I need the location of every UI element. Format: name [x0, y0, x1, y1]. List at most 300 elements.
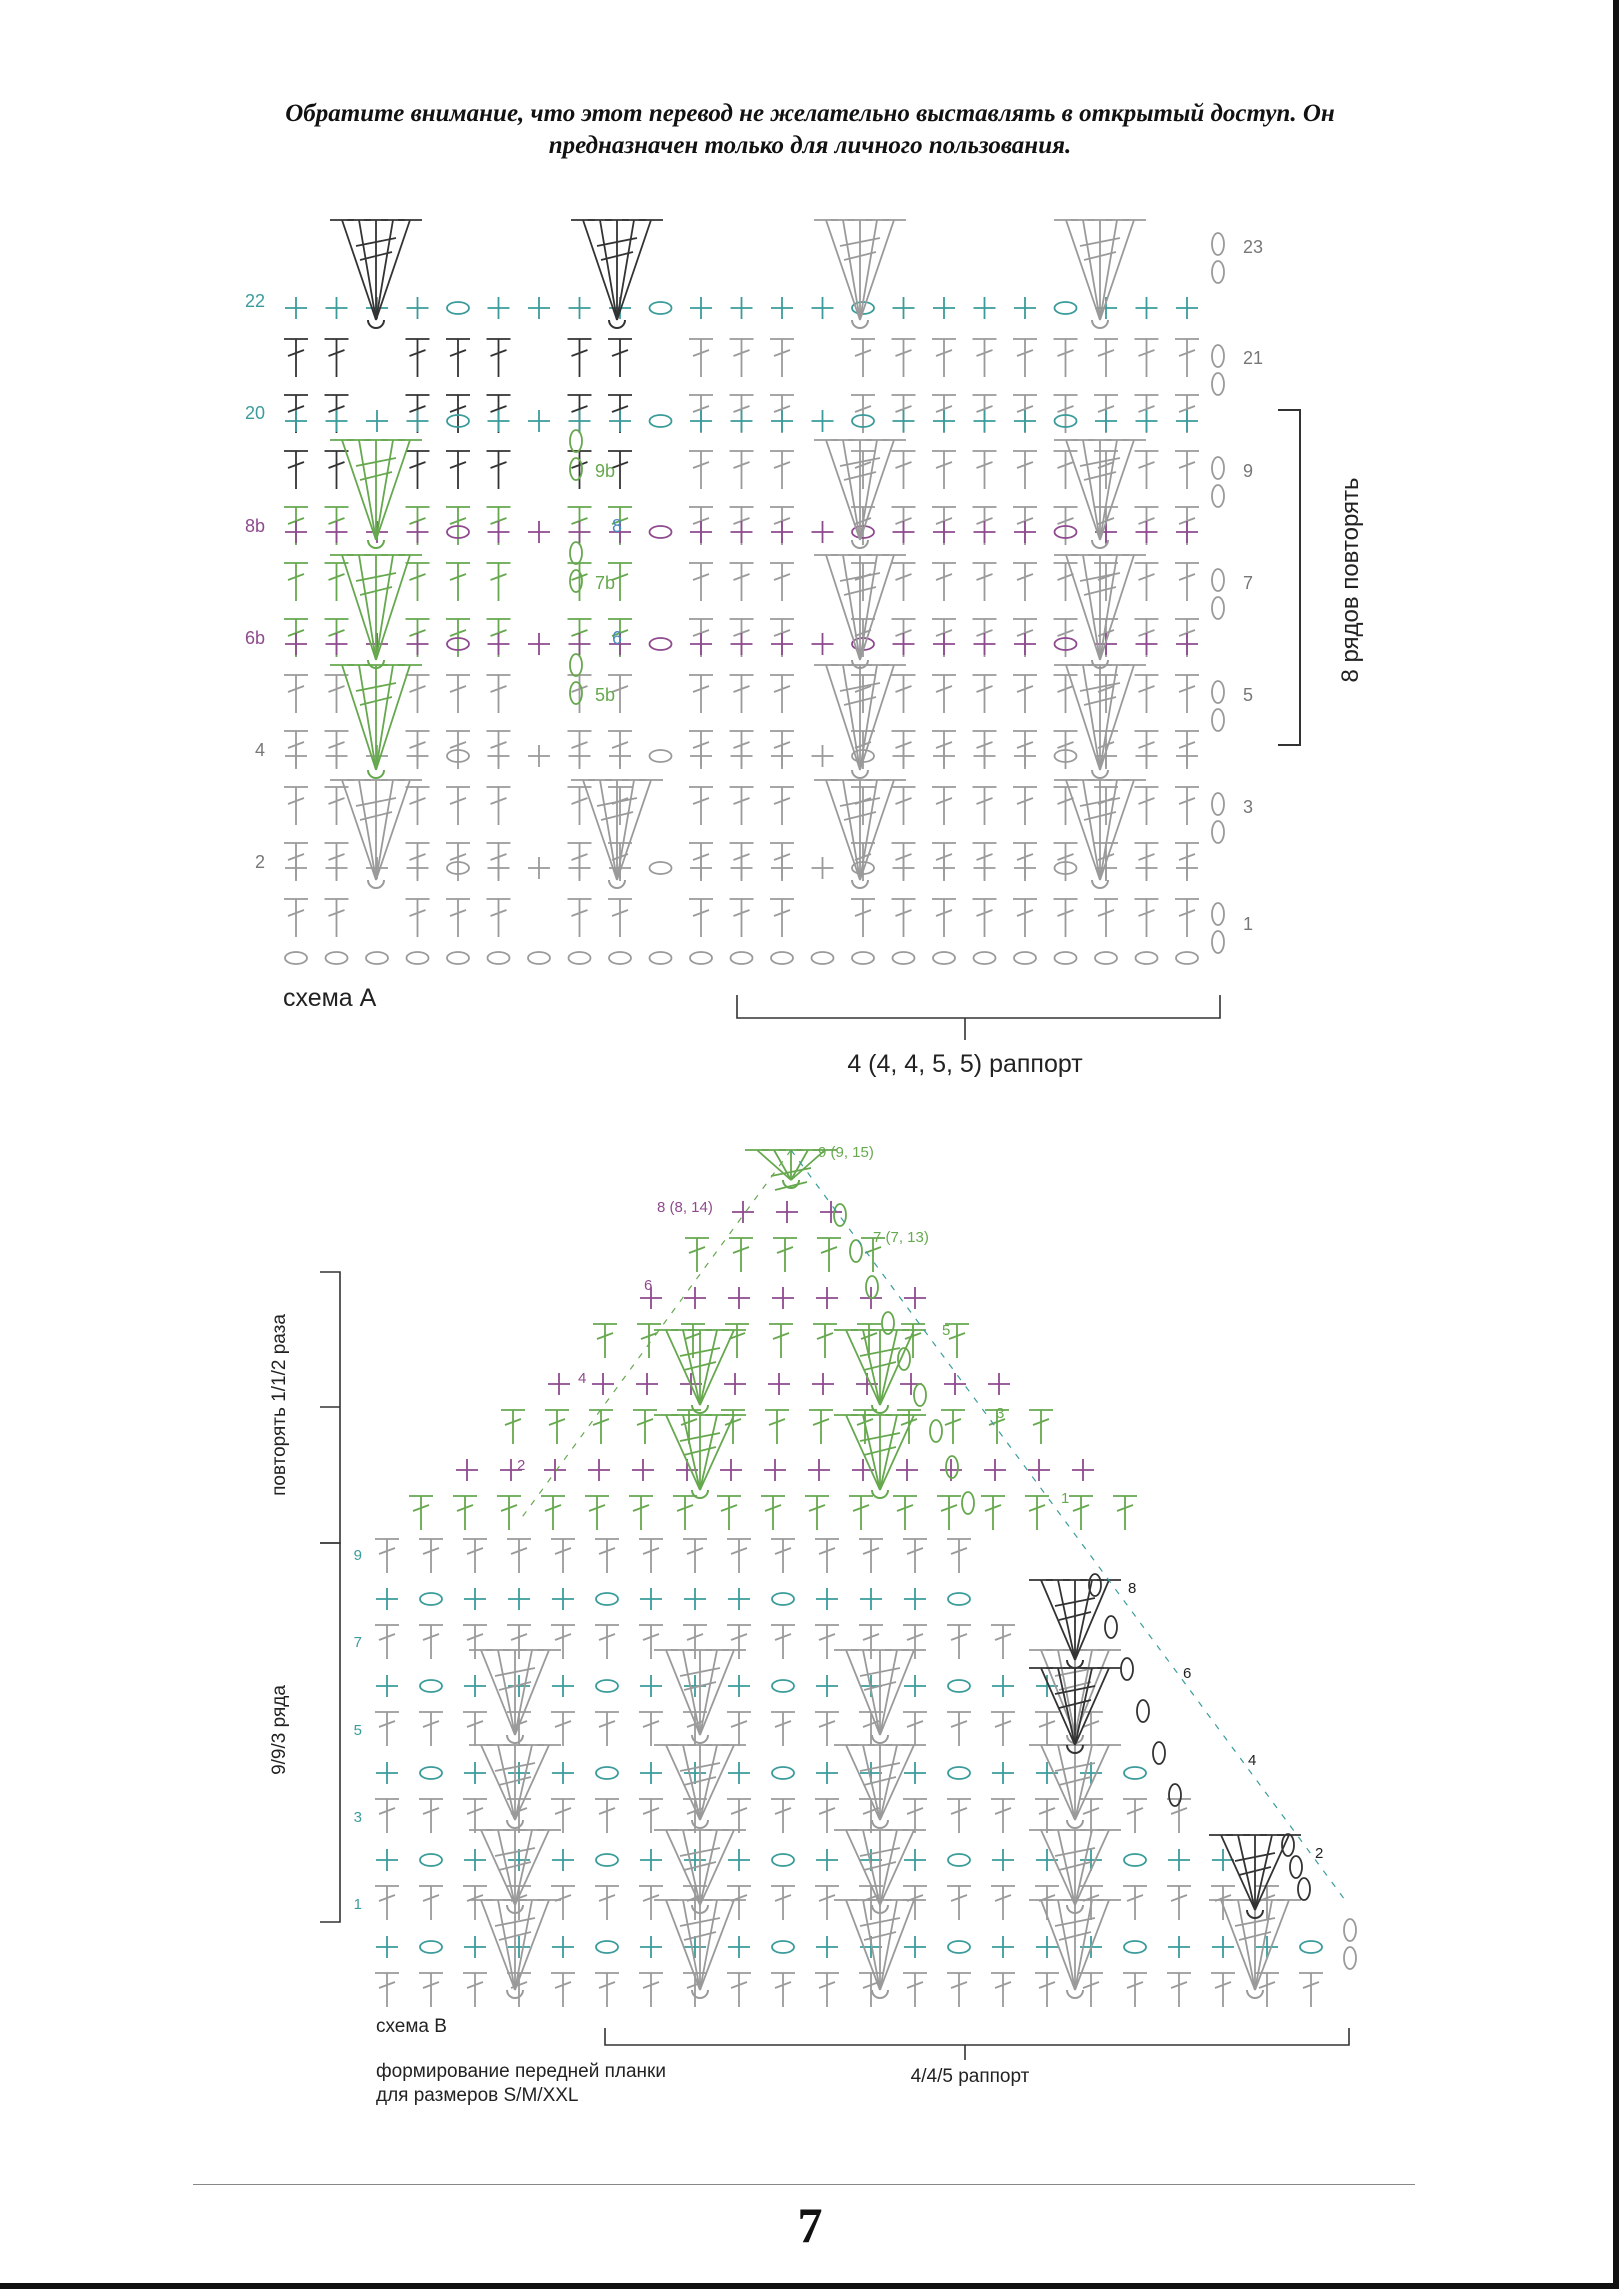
single-crochet-symbol	[1212, 1849, 1234, 1871]
single-crochet-symbol	[1168, 1849, 1190, 1871]
single-crochet-symbol	[285, 410, 307, 432]
double-crochet-symbol	[689, 451, 713, 489]
double-crochet-symbol	[406, 899, 430, 937]
double-crochet-symbol	[1025, 1496, 1049, 1530]
single-crochet-symbol	[816, 1936, 838, 1958]
double-crochet-symbol	[551, 1799, 575, 1833]
double-crochet-symbol	[991, 1625, 1015, 1659]
chain-symbol	[772, 1680, 794, 1692]
chart-b-repeat-label: повторять 1/1/2 раза	[269, 1314, 290, 1496]
single-crochet-symbol	[464, 1849, 486, 1871]
double-crochet-symbol	[1135, 899, 1159, 937]
shell-stitch-symbol	[1067, 1990, 1083, 1998]
chain-symbol	[650, 862, 672, 874]
chain-symbol	[1095, 952, 1117, 964]
chain-symbol	[1212, 457, 1224, 479]
double-crochet-symbol	[551, 1539, 575, 1573]
shell-stitch-symbol	[1054, 780, 1100, 880]
chain-symbol	[650, 952, 672, 964]
double-crochet-symbol	[419, 1539, 443, 1573]
chain-symbol	[570, 542, 582, 564]
b-row-label-9: 9	[353, 1547, 362, 1564]
shell-stitch-symbol	[507, 1990, 523, 1998]
double-crochet-symbol	[639, 1539, 663, 1573]
double-crochet-symbol	[1211, 1973, 1235, 2007]
chain-symbol	[1212, 681, 1224, 703]
single-crochet-symbol	[528, 410, 550, 432]
double-crochet-symbol	[1029, 1410, 1053, 1444]
chain-symbol	[690, 952, 712, 964]
shell-stitch-symbol	[880, 1330, 926, 1405]
shell-stitch-symbol	[834, 1650, 880, 1735]
double-crochet-symbol	[608, 787, 632, 825]
chain-symbol	[930, 1420, 942, 1442]
shell-stitch-symbol	[852, 540, 868, 548]
single-crochet-symbol	[992, 1675, 1014, 1697]
single-crochet-symbol	[992, 1936, 1014, 1958]
shell-stitch-symbol	[852, 880, 868, 888]
double-crochet-symbol	[541, 1496, 565, 1530]
double-crochet-symbol	[730, 787, 754, 825]
shell-stitch-symbol	[1029, 1580, 1075, 1660]
double-crochet-symbol	[463, 1712, 487, 1746]
single-crochet-symbol	[728, 1762, 750, 1784]
double-crochet-symbol	[771, 1712, 795, 1746]
edge-label-4: 4	[1248, 1752, 1257, 1769]
double-crochet-symbol	[1094, 339, 1118, 377]
chain-symbol	[447, 952, 469, 964]
single-crochet-symbol	[456, 1459, 478, 1481]
double-crochet-symbol	[947, 1886, 971, 1920]
double-crochet-symbol	[903, 1799, 927, 1833]
single-crochet-symbol	[407, 410, 429, 432]
chain-symbol	[772, 1941, 794, 1953]
shell-stitch-symbol	[692, 1405, 708, 1413]
chain-symbol	[609, 952, 631, 964]
double-crochet-symbol	[463, 1886, 487, 1920]
shell-stitch-symbol	[368, 540, 384, 548]
double-crochet-symbol	[639, 1973, 663, 2007]
double-crochet-symbol	[633, 1410, 657, 1444]
shell-stitch-symbol	[1092, 770, 1108, 778]
double-crochet-symbol	[608, 339, 632, 377]
shell-stitch-symbol	[860, 780, 906, 880]
row-label-20: 20	[244, 403, 265, 423]
double-crochet-symbol	[419, 1799, 443, 1833]
double-crochet-symbol	[1175, 451, 1199, 489]
single-crochet-symbol	[326, 410, 348, 432]
chain-symbol	[650, 750, 672, 762]
double-crochet-symbol	[1013, 675, 1037, 713]
double-crochet-symbol	[892, 451, 916, 489]
double-crochet-symbol	[585, 1496, 609, 1530]
double-crochet-symbol	[406, 563, 430, 601]
double-crochet-symbol	[761, 1496, 785, 1530]
double-crochet-symbol	[947, 1712, 971, 1746]
double-crochet-symbol	[730, 563, 754, 601]
double-crochet-symbol	[284, 563, 308, 601]
double-crochet-symbol	[1123, 1799, 1147, 1833]
chain-symbol	[1212, 373, 1224, 395]
chain-symbol	[1212, 903, 1224, 925]
double-crochet-symbol	[727, 1539, 751, 1573]
double-crochet-symbol	[973, 451, 997, 489]
chain-symbol	[1121, 1658, 1133, 1680]
double-crochet-symbol	[771, 1799, 795, 1833]
row-label-22: 22	[244, 291, 265, 311]
single-crochet-symbol	[732, 1201, 754, 1223]
single-crochet-symbol	[812, 857, 834, 879]
single-crochet-symbol	[640, 1762, 662, 1784]
double-crochet-symbol	[551, 1712, 575, 1746]
double-crochet-symbol	[446, 339, 470, 377]
chain-symbol	[366, 952, 388, 964]
chain-symbol	[420, 1593, 442, 1605]
shell-stitch-symbol	[1029, 1900, 1075, 1990]
row-label-1: 1	[1243, 914, 1254, 934]
single-crochet-symbol	[464, 1588, 486, 1610]
double-crochet-symbol	[893, 1496, 917, 1530]
single-crochet-symbol	[768, 1373, 790, 1395]
chain-symbol	[948, 1593, 970, 1605]
single-crochet-symbol	[528, 521, 550, 543]
double-crochet-symbol	[851, 787, 875, 825]
shell-stitch-symbol	[860, 665, 906, 770]
single-crochet-symbol	[376, 1936, 398, 1958]
single-crochet-symbol	[933, 297, 955, 319]
shell-stitch-symbol	[700, 1415, 746, 1490]
shell-stitch-symbol	[880, 1830, 926, 1905]
double-crochet-symbol	[769, 1324, 793, 1358]
single-crochet-symbol	[812, 521, 834, 543]
double-crochet-symbol	[973, 563, 997, 601]
single-crochet-symbol	[569, 297, 591, 319]
double-crochet-symbol	[284, 787, 308, 825]
double-crochet-symbol	[639, 1799, 663, 1833]
double-crochet-symbol	[770, 563, 794, 601]
single-crochet-symbol	[812, 410, 834, 432]
double-crochet-symbol	[730, 451, 754, 489]
notice-line-1: Обратите внимание, что этот перевод не желательно выставлять в открытый доступ. Он	[285, 100, 1335, 127]
double-crochet-symbol	[981, 1496, 1005, 1530]
chain-symbol	[528, 952, 550, 964]
single-crochet-symbol	[1136, 297, 1158, 319]
double-crochet-symbol	[551, 1625, 575, 1659]
double-crochet-symbol	[595, 1886, 619, 1920]
peak-label-3: 3	[996, 1405, 1005, 1422]
single-crochet-symbol	[992, 1849, 1014, 1871]
double-crochet-symbol	[284, 451, 308, 489]
single-crochet-symbol	[407, 297, 429, 319]
chain-symbol	[772, 1593, 794, 1605]
row-label-8b: 8b	[244, 516, 265, 536]
chain-symbol	[596, 1680, 618, 1692]
double-crochet-symbol	[1135, 563, 1159, 601]
double-crochet-symbol	[406, 339, 430, 377]
double-crochet-symbol	[1123, 1973, 1147, 2007]
double-crochet-symbol	[932, 563, 956, 601]
double-crochet-symbol	[1135, 339, 1159, 377]
single-crochet-symbol	[816, 1762, 838, 1784]
double-crochet-symbol	[1054, 899, 1078, 937]
row-label-9: 9	[1243, 461, 1254, 481]
double-crochet-symbol	[1069, 1496, 1093, 1530]
chain-symbol	[596, 1941, 618, 1953]
footer-divider	[193, 2184, 1415, 2185]
double-crochet-symbol	[771, 1625, 795, 1659]
shell-stitch-symbol	[872, 1820, 888, 1828]
chain-symbol	[1153, 1742, 1165, 1764]
shell-stitch-symbol	[376, 780, 422, 880]
page-number: 7	[797, 2197, 823, 2253]
single-crochet-symbol	[728, 1588, 750, 1610]
single-crochet-symbol	[528, 745, 550, 767]
chart-b-edge-labels	[1128, 1580, 1323, 1862]
double-crochet-symbol	[689, 787, 713, 825]
single-crochet-symbol	[728, 1849, 750, 1871]
chart-b-left-row-labels	[354, 1547, 362, 1913]
double-crochet-symbol	[1054, 675, 1078, 713]
single-crochet-symbol	[552, 1588, 574, 1610]
double-crochet-symbol	[892, 787, 916, 825]
single-crochet-symbol	[508, 1936, 530, 1958]
shell-stitch-symbol	[609, 880, 625, 888]
chain-symbol	[1176, 952, 1198, 964]
double-crochet-symbol	[937, 1496, 961, 1530]
single-crochet-symbol	[592, 1373, 614, 1395]
single-crochet-symbol	[731, 410, 753, 432]
shell-stitch-symbol	[376, 665, 422, 770]
chain-symbol	[488, 952, 510, 964]
single-crochet-symbol	[772, 1287, 794, 1309]
single-crochet-symbol	[609, 410, 631, 432]
chain-symbol	[1136, 952, 1158, 964]
double-crochet-symbol	[973, 899, 997, 937]
single-crochet-symbol	[904, 1762, 926, 1784]
double-crochet-symbol	[375, 1799, 399, 1833]
double-crochet-symbol	[932, 451, 956, 489]
double-crochet-symbol	[551, 1973, 575, 2007]
single-crochet-symbol	[728, 1936, 750, 1958]
double-crochet-symbol	[487, 899, 511, 937]
chain-symbol	[1212, 261, 1224, 283]
single-crochet-symbol	[528, 857, 550, 879]
double-crochet-symbol	[1299, 1973, 1323, 2007]
double-crochet-symbol	[770, 675, 794, 713]
peak-label-1: 1	[1061, 1490, 1070, 1507]
single-crochet-symbol	[569, 410, 591, 432]
double-crochet-symbol	[689, 899, 713, 937]
double-crochet-symbol	[932, 675, 956, 713]
row-label-5: 5	[1243, 685, 1254, 705]
shell-stitch-symbol	[834, 1900, 880, 1990]
single-crochet-symbol	[464, 1762, 486, 1784]
chain-symbol	[933, 952, 955, 964]
single-crochet-symbol	[632, 1459, 654, 1481]
edge-label-2: 2	[1315, 1845, 1324, 1862]
shell-stitch-symbol	[507, 1735, 523, 1743]
shell-stitch-symbol	[654, 1900, 700, 1990]
single-crochet-symbol	[552, 1849, 574, 1871]
double-crochet-symbol	[851, 899, 875, 937]
single-crochet-symbol	[728, 1675, 750, 1697]
double-crochet-symbol	[568, 899, 592, 937]
double-crochet-symbol	[683, 1625, 707, 1659]
double-crochet-symbol	[375, 1625, 399, 1659]
single-crochet-symbol	[684, 1588, 706, 1610]
peak-label-8: 8 (8, 14)	[657, 1199, 713, 1216]
double-crochet-symbol	[568, 451, 592, 489]
double-crochet-symbol	[851, 563, 875, 601]
double-crochet-symbol	[1054, 339, 1078, 377]
single-crochet-symbol	[933, 410, 955, 432]
double-crochet-symbol	[1013, 787, 1037, 825]
double-crochet-symbol	[815, 1973, 839, 2007]
chain-symbol	[1055, 302, 1077, 314]
chain-symbol	[650, 526, 672, 538]
single-crochet-symbol	[812, 1373, 834, 1395]
double-crochet-symbol	[892, 899, 916, 937]
double-crochet-symbol	[595, 1712, 619, 1746]
chain-symbol	[866, 1276, 878, 1298]
single-crochet-symbol	[896, 1459, 918, 1481]
double-crochet-symbol	[973, 339, 997, 377]
single-crochet-symbol	[464, 1675, 486, 1697]
double-crochet-symbol	[406, 675, 430, 713]
shell-stitch-symbol	[654, 1650, 700, 1735]
single-crochet-symbol	[904, 1588, 926, 1610]
peak-label-2: 2	[517, 1457, 526, 1474]
double-crochet-symbol	[487, 563, 511, 601]
single-crochet-symbol	[366, 410, 388, 432]
single-crochet-symbol	[376, 1675, 398, 1697]
single-crochet-symbol	[376, 1588, 398, 1610]
double-crochet-symbol	[849, 1496, 873, 1530]
chain-symbol	[1300, 1941, 1322, 1953]
double-crochet-symbol	[730, 339, 754, 377]
shell-stitch-symbol	[872, 1490, 888, 1498]
double-crochet-symbol	[325, 451, 349, 489]
double-crochet-symbol	[771, 1973, 795, 2007]
double-crochet-symbol	[973, 787, 997, 825]
double-crochet-symbol	[1013, 899, 1037, 937]
chain-symbol	[948, 1854, 970, 1866]
single-crochet-symbol	[860, 1588, 882, 1610]
chart-b-rows-label: 9/9/3 ряда	[269, 1685, 290, 1775]
single-crochet-symbol	[376, 1762, 398, 1784]
double-crochet-symbol	[1035, 1712, 1059, 1746]
double-crochet-symbol	[595, 1625, 619, 1659]
chain-symbol	[771, 952, 793, 964]
chain-symbol	[1137, 1700, 1149, 1722]
single-crochet-symbol	[690, 297, 712, 319]
double-crochet-symbol	[727, 1973, 751, 2007]
double-crochet-symbol	[689, 675, 713, 713]
single-crochet-symbol	[552, 1675, 574, 1697]
single-crochet-symbol	[816, 1849, 838, 1871]
row-label-6b: 6b	[244, 628, 265, 648]
chart-a-rapport-label: 4 (4, 4, 5, 5) раппорт	[847, 1050, 1083, 1078]
single-crochet-symbol	[904, 1675, 926, 1697]
double-crochet-symbol	[729, 1238, 753, 1272]
single-crochet-symbol	[944, 1373, 966, 1395]
chart-b-peak-labels	[517, 1144, 1069, 1507]
shell-stitch-symbol	[860, 440, 906, 540]
shell-stitch-symbol	[571, 220, 617, 320]
double-crochet-symbol	[589, 1410, 613, 1444]
shell-stitch-symbol	[376, 220, 422, 320]
chain-symbol	[1212, 709, 1224, 731]
notice-line-2: предназначен только для личного пользования.	[548, 132, 1072, 159]
double-crochet-symbol	[932, 339, 956, 377]
row-label-4: 4	[254, 740, 265, 760]
chain-symbol	[1212, 793, 1224, 815]
double-crochet-symbol	[487, 675, 511, 713]
single-crochet-symbol	[488, 297, 510, 319]
double-crochet-symbol	[932, 787, 956, 825]
chart-a-rapport-bracket	[737, 995, 1220, 1040]
chain-symbol	[946, 1456, 958, 1478]
double-crochet-symbol	[409, 1496, 433, 1530]
double-crochet-symbol	[501, 1410, 525, 1444]
double-crochet-symbol	[892, 675, 916, 713]
double-crochet-symbol	[1013, 339, 1037, 377]
chain-symbol	[731, 952, 753, 964]
double-crochet-symbol	[419, 1625, 443, 1659]
single-crochet-symbol	[893, 410, 915, 432]
single-crochet-symbol	[724, 1373, 746, 1395]
single-crochet-symbol	[816, 1287, 838, 1309]
single-crochet-symbol	[588, 1459, 610, 1481]
single-crochet-symbol	[1036, 1762, 1058, 1784]
chain-symbol	[420, 1854, 442, 1866]
double-crochet-symbol	[727, 1886, 751, 1920]
shell-stitch-symbol	[872, 1990, 888, 1998]
double-crochet-symbol	[551, 1886, 575, 1920]
row-label-21: 21	[1243, 348, 1264, 368]
double-crochet-symbol	[770, 339, 794, 377]
single-crochet-symbol	[984, 1459, 1006, 1481]
chart-b-symbols	[375, 1150, 1356, 2007]
shell-stitch-symbol	[700, 1330, 746, 1405]
double-crochet-symbol	[446, 451, 470, 489]
chain-symbol	[447, 302, 469, 314]
double-crochet-symbol	[817, 1238, 841, 1272]
chart-a-title: схема А	[283, 984, 377, 1012]
chain-symbol	[650, 638, 672, 650]
chain-symbol	[1212, 485, 1224, 507]
peak-label-9: 9 (9, 15)	[818, 1144, 874, 1161]
double-crochet-symbol	[1135, 675, 1159, 713]
chain-symbol	[1212, 931, 1224, 953]
shell-stitch-symbol	[515, 1745, 561, 1820]
double-crochet-symbol	[771, 1886, 795, 1920]
double-crochet-symbol	[1175, 563, 1199, 601]
chain-symbol	[772, 1767, 794, 1779]
chain-symbol	[1212, 233, 1224, 255]
single-crochet-symbol	[1136, 410, 1158, 432]
single-crochet-symbol	[720, 1459, 742, 1481]
single-crochet-symbol	[808, 1459, 830, 1481]
chain-symbol	[893, 952, 915, 964]
row-label-7: 7	[1243, 573, 1254, 593]
shell-stitch-symbol	[368, 320, 384, 328]
chain-symbol	[596, 1854, 618, 1866]
single-crochet-symbol	[992, 1762, 1014, 1784]
double-crochet-symbol	[406, 451, 430, 489]
double-crochet-symbol	[595, 1799, 619, 1833]
single-crochet-symbol	[1014, 410, 1036, 432]
